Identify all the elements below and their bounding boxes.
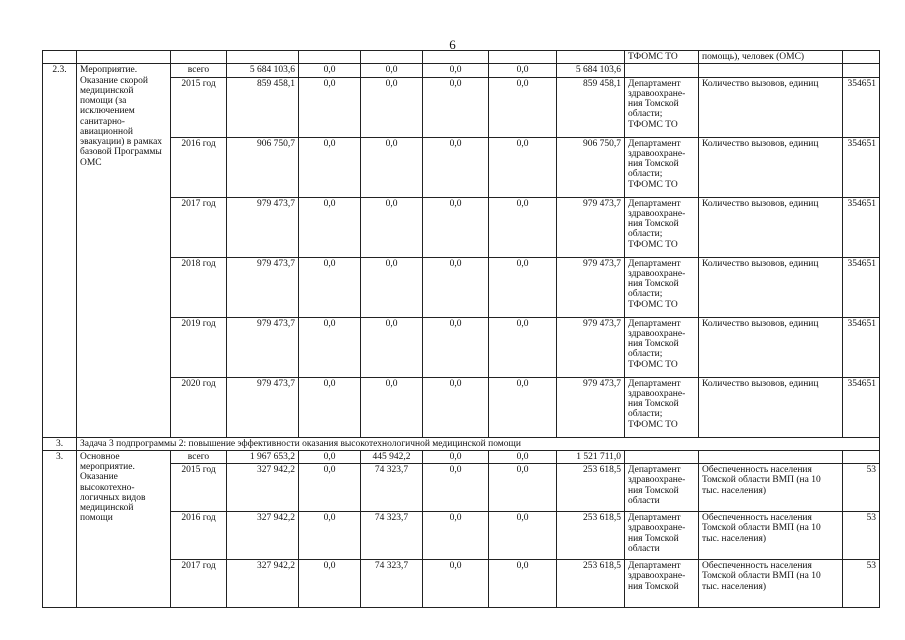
amount-cell: 0,0 — [489, 137, 557, 197]
amount-cell: 0,0 — [423, 64, 489, 77]
amount-cell: 859 458,1 — [227, 77, 299, 137]
amount-cell: 0,0 — [299, 464, 361, 512]
dept-cell: Департамент здравоохране-ния Томской области; ТФОМС ТО — [625, 257, 699, 317]
program-table — [42, 50, 880, 608]
indicator-cell: Количество вызовов, единиц — [699, 77, 843, 137]
amount-cell: 0,0 — [299, 450, 361, 463]
amount-cell: 0,0 — [361, 77, 423, 137]
indicator-value: 354651 — [843, 137, 880, 197]
amount-cell: 327 942,2 — [227, 464, 299, 512]
blank-cell — [299, 51, 361, 64]
amount-cell: 0,0 — [299, 64, 361, 77]
amount-cell: 0,0 — [489, 464, 557, 512]
year-label: 2016 год — [171, 137, 227, 197]
blank-cell — [843, 450, 880, 463]
amount-cell: 0,0 — [489, 77, 557, 137]
indicator-value: 53 — [843, 560, 880, 608]
year-label: 2017 год — [171, 560, 227, 608]
dept-cell: Департамент здравоохране-ния Томской области; ТФОМС ТО — [625, 137, 699, 197]
amount-cell: 0,0 — [423, 377, 489, 437]
amount-cell: 5 684 103,6 — [227, 64, 299, 77]
dept-cell: ТФОМС ТО — [625, 51, 699, 64]
amount-cell: 0,0 — [423, 197, 489, 257]
dept-cell: Департамент здравоохране-ния Томской области; ТФОМС ТО — [625, 197, 699, 257]
amount-cell: 979 473,7 — [557, 197, 625, 257]
amount-cell: 979 473,7 — [227, 197, 299, 257]
blank-cell — [423, 51, 489, 64]
indicator-cell: Количество вызовов, единиц — [699, 377, 843, 437]
amount-cell: 1 521 711,0 — [557, 450, 625, 463]
year-label: 2015 год — [171, 464, 227, 512]
amount-cell: 0,0 — [423, 137, 489, 197]
year-label: всего — [171, 450, 227, 463]
year-label: всего — [171, 64, 227, 77]
amount-cell: 5 684 103,6 — [557, 64, 625, 77]
dept-cell: Департамент здравоохране-ния Томской области; ТФОМС ТО — [625, 317, 699, 377]
indicator-cell: Количество вызовов, единиц — [699, 317, 843, 377]
amount-cell: 0,0 — [423, 560, 489, 608]
year-label: 2018 год — [171, 257, 227, 317]
task-title: Задача 3 подпрограммы 2: повышение эффективности оказания высокотехнологичной медицинской помощи — [77, 437, 880, 450]
amount-cell: 0,0 — [489, 257, 557, 317]
amount-cell: 0,0 — [361, 377, 423, 437]
amount-cell: 0,0 — [489, 560, 557, 608]
indicator-value: 354651 — [843, 77, 880, 137]
blank-cell — [557, 51, 625, 64]
amount-cell: 253 618,5 — [557, 560, 625, 608]
blank-cell — [699, 450, 843, 463]
amount-cell: 0,0 — [299, 77, 361, 137]
blank-cell — [43, 51, 77, 64]
amount-cell: 327 942,2 — [227, 560, 299, 608]
indicator-value: 53 — [843, 512, 880, 560]
amount-cell: 979 473,7 — [557, 257, 625, 317]
indicator-value: 354651 — [843, 317, 880, 377]
item-title: Мероприятие. Оказание скорой медицинской помощи (за исключением санитарно-авиационной эвакуации) в рамках базовой Программы ОМС — [77, 64, 171, 437]
year-label: 2015 год — [171, 77, 227, 137]
indicator-cell: Количество вызовов, единиц — [699, 137, 843, 197]
total-row — [43, 64, 880, 77]
year-label: 2019 год — [171, 317, 227, 377]
indicator-value: 354651 — [843, 197, 880, 257]
item-index: 3. — [43, 450, 77, 607]
item-title: Основное мероприятие. Оказание высокотехно-логичных видов медицинской помощи — [77, 450, 171, 607]
amount-cell: 0,0 — [489, 64, 557, 77]
amount-cell: 979 473,7 — [227, 377, 299, 437]
amount-cell: 0,0 — [299, 377, 361, 437]
indicator-value: 354651 — [843, 377, 880, 437]
indicator-cell: Обеспеченность населения Томской области ВМП (на 10 тыс. населения) — [699, 512, 843, 560]
indicator-value: 354651 — [843, 257, 880, 317]
amount-cell: 74 323,7 — [361, 464, 423, 512]
amount-cell: 0,0 — [423, 257, 489, 317]
amount-cell: 0,0 — [423, 77, 489, 137]
amount-cell: 253 618,5 — [557, 464, 625, 512]
amount-cell: 0,0 — [423, 317, 489, 377]
task-index: 3. — [43, 437, 77, 450]
dept-cell: Департамент здравоохране-ния Томской области — [625, 512, 699, 560]
blank-cell — [171, 51, 227, 64]
indicator-cell: Обеспеченность населения Томской области ВМП (на 10 тыс. населения) — [699, 560, 843, 608]
indicator-cell: помощь), человек (ОМС) — [699, 51, 843, 64]
amount-cell: 0,0 — [423, 512, 489, 560]
task-row — [43, 437, 880, 450]
amount-cell: 0,0 — [361, 197, 423, 257]
amount-cell: 0,0 — [361, 64, 423, 77]
dept-cell: Департамент здравоохране-ния Томской — [625, 560, 699, 608]
page-number: 6 — [449, 37, 456, 52]
blank-cell — [489, 51, 557, 64]
amount-cell: 0,0 — [299, 137, 361, 197]
amount-cell: 0,0 — [361, 317, 423, 377]
item-index: 2.3. — [43, 64, 77, 437]
dept-cell: Департамент здравоохране-ния Томской области; ТФОМС ТО — [625, 377, 699, 437]
amount-cell: 0,0 — [489, 450, 557, 463]
blank-cell — [361, 51, 423, 64]
amount-cell: 0,0 — [423, 464, 489, 512]
amount-cell: 0,0 — [489, 197, 557, 257]
amount-cell: 74 323,7 — [361, 560, 423, 608]
amount-cell: 0,0 — [489, 377, 557, 437]
amount-cell: 0,0 — [299, 197, 361, 257]
amount-cell: 0,0 — [489, 512, 557, 560]
amount-cell: 979 473,7 — [227, 317, 299, 377]
amount-cell: 0,0 — [299, 257, 361, 317]
indicator-cell: Обеспеченность населения Томской области ВМП (на 10 тыс. населения) — [699, 464, 843, 512]
year-label: 2020 год — [171, 377, 227, 437]
amount-cell: 906 750,7 — [227, 137, 299, 197]
amount-cell: 979 473,7 — [557, 317, 625, 377]
amount-cell: 0,0 — [361, 137, 423, 197]
amount-cell: 979 473,7 — [227, 257, 299, 317]
blank-cell — [699, 64, 843, 77]
indicator-value: 53 — [843, 464, 880, 512]
blank-cell — [77, 51, 171, 64]
amount-cell: 0,0 — [299, 512, 361, 560]
indicator-cell: Количество вызовов, единиц — [699, 197, 843, 257]
total-row — [43, 450, 880, 463]
amount-cell: 0,0 — [423, 450, 489, 463]
amount-cell: 0,0 — [299, 560, 361, 608]
amount-cell: 0,0 — [361, 257, 423, 317]
amount-cell: 979 473,7 — [557, 377, 625, 437]
blank-cell — [227, 51, 299, 64]
amount-cell: 74 323,7 — [361, 512, 423, 560]
amount-cell: 253 618,5 — [557, 512, 625, 560]
dept-cell: Департамент здравоохране-ния Томской области; ТФОМС ТО — [625, 77, 699, 137]
amount-cell: 0,0 — [299, 317, 361, 377]
amount-cell: 0,0 — [489, 317, 557, 377]
amount-cell: 859 458,1 — [557, 77, 625, 137]
blank-cell — [625, 64, 699, 77]
blank-cell — [625, 450, 699, 463]
amount-cell: 327 942,2 — [227, 512, 299, 560]
amount-cell: 445 942,2 — [361, 450, 423, 463]
blank-cell — [843, 51, 880, 64]
indicator-cell: Количество вызовов, единиц — [699, 257, 843, 317]
header-continuation-row — [43, 51, 880, 64]
year-label: 2016 год — [171, 512, 227, 560]
year-label: 2017 год — [171, 197, 227, 257]
amount-cell: 906 750,7 — [557, 137, 625, 197]
amount-cell: 1 967 653,2 — [227, 450, 299, 463]
blank-cell — [843, 64, 880, 77]
dept-cell: Департамент здравоохране-ния Томской области — [625, 464, 699, 512]
